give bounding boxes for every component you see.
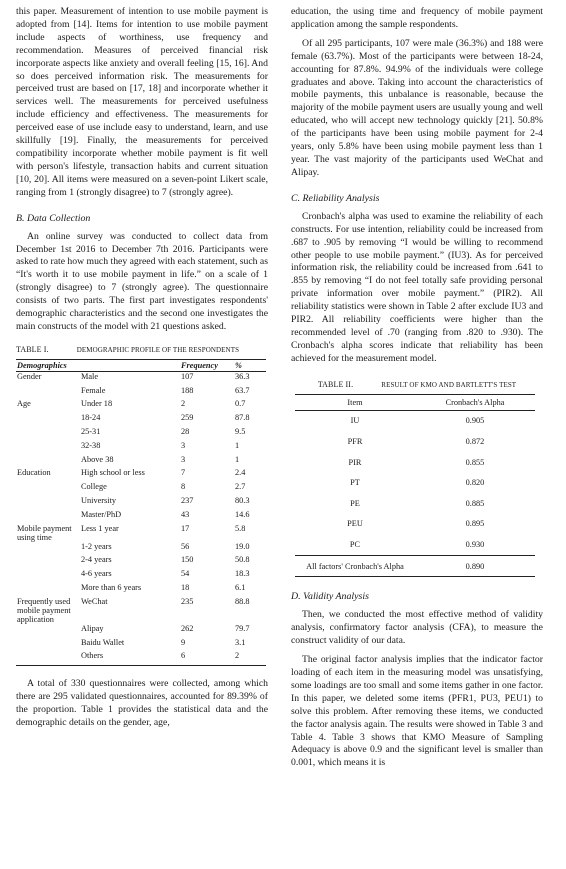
table1-row [16,482,266,496]
table2-number: TABLE II. [317,379,354,389]
table1-cell: 4-6 years [81,569,112,579]
table2-cell: PFR [347,437,363,447]
table1-cell: Others [80,651,180,665]
table1-cell: Female [81,385,106,395]
table1-caption [16,345,268,354]
table1-cell: University [81,496,117,506]
table1-cell: 0.7 [235,399,246,409]
table1-cell: 50.8 [235,555,250,565]
table1-row [16,555,266,569]
table1-cell [16,651,80,665]
table1-cell: 80.3 [235,496,250,506]
paragraph-measurement: this paper. Measurement of intention to use mobile payment is adopted from [14]. Items for intention to use mobile payment include aspects of worthiness, use frequency and recommendation. Measures of perceived financial risk incorporate aspects like anxiety and overall feeling [15, 16]. And so does perceived information risk. The measurements for perceived trust are based on [17, 18] and incorporate whether it services well. The measurements for perceived usefulness include efficiency and effectiveness. The measurements for perceived ease of use include easy to understand, learn, and use skillfully [19]. Finally, the measurements for perceived compatibility incorporate whether mobile payment is fit well with person's lifestyle, transaction habits and current situation [10, 20]. All items were measured on a seven-point Likert scale, ranging from 1 (strongly disagree) to 7 (strongly agree). [16,6,268,198]
table1-row [16,583,266,597]
table1-cell: Male [81,371,99,381]
table2-cell: PIR [348,457,362,467]
table1-cell: 8 [181,482,186,492]
table1-cell: 79.7 [235,623,250,633]
table1-cell: Age [17,399,31,409]
table2-cell: 0.905 [465,416,485,426]
table1-row [16,569,266,583]
table1-body [16,371,266,665]
table2-row [295,534,535,555]
table1-header [80,359,180,371]
table1-row [16,524,266,542]
table2-row [295,514,535,535]
table1-cell [16,427,80,441]
paragraph-validity: Then, we conducted the most effective method of validity analysis, confirmatory factor analysis (CFA), to measure the construct validity of our data. [291,609,543,647]
section-heading-data-collection: B. Data Collection [16,212,91,224]
section-heading-validity: D. Validity Analysis [291,591,369,603]
section-heading-reliability: C. Reliability Analysis [291,192,380,204]
table2-cell: 0.820 [465,478,485,488]
table2-cell: PE [350,498,360,508]
paragraph-survey: An online survey was conducted to collect data from December 1st 2016 to December 7th 2016. Participants were asked to rate how much they agreed with each statement, such as “It's worth it to use mobile payment in life.” on a scale of 1 (strongly disagree) to 7 (strongly agree). The questionnaire consists of two parts. The first part investigates respondents' demographic characteristics and the second one investigates the main constructs of the model with 21 questions asked. [16,230,268,332]
table1-cell: 235 [181,596,194,606]
reliability-table [295,394,535,578]
table1-row [16,624,266,638]
table2-cell: 0.872 [465,437,485,447]
paragraph-total: A total of 330 questionnaires were collected, among which there are 295 validated questionnaires, accounted for 89.39% of the proportion. Table 1 provides the statistical data and the demographic details on the gender, age, [16,678,268,728]
table2-cell: 0.855 [465,457,485,467]
table1-cell: Frequently used mobile payment application [17,596,71,624]
table1-cell [16,555,80,569]
table1-cell [16,569,80,583]
table1-cell: 6.1 [235,583,246,592]
table1-cell [16,441,80,455]
table1-cell: High school or less [81,468,145,478]
table1-cell: 28 [181,427,190,437]
table1-cell: 188 [181,385,194,395]
paragraph-reliability: Cronbach's alpha was used to examine the reliability of each constructs. For use intention, reliability could be increased from .687 to .905 by removing “I would be willing to recommend other people to use mobile payment.” (IU3). As for perceived information risk, the reliability could be increased from .641 to .855 by removing “I do not feel totally safe providing personal private information over mobile payment.” (PIR2). All reliability statistics were shown in Table 2 after exclude IU3 and PIR2. All reliability coefficients were higher than the recommended level of .70 (ranging from .820 to .930). The Cronbach's alpha scores indicate that reliability has been achieved for the measurement model. [291,210,543,364]
table2-row [295,452,535,473]
table2-cell: 0.895 [465,519,485,529]
table1-cell: 36.3 [235,371,250,381]
table1-cell: Mobile payment using time [17,523,72,542]
table1-row [16,455,266,469]
table1-row [16,413,266,427]
table1-cell: 87.8 [235,413,250,423]
table2-row [295,493,535,514]
table1-cell [16,638,80,652]
table1-cell: 259 [181,413,194,423]
table1-cell: 237 [181,496,194,506]
table1-cell: 19.0 [235,541,250,551]
table1-cell: 25-31 [81,427,101,437]
table1-row [16,427,266,441]
table1-row [16,510,266,524]
table1-row [16,597,266,624]
table2-row [295,472,535,493]
table1-header: % [234,359,266,371]
table1-cell: 2 [181,399,186,409]
table1-cell: 17 [181,523,190,533]
table1-cell: Gender [17,371,42,381]
table2-row [295,431,535,452]
table1-cell: 9 [181,637,186,647]
paragraph-continued: education, the using time and frequency of mobile payment application among the sample respondents. [291,6,543,30]
table2-cell: 0.890 [415,555,535,577]
table1-cell: 43 [181,509,190,519]
table1-cell [16,455,80,469]
paragraph-participants: Of all 295 participants, 107 were male (36.3%) and 188 were female (63.7%). Most of the participants were between 18-24, accounting for 87.8%. 94.9% of the individuals were college graduates and above. Taking into account the characteristics of mobile payments, this unbalance is reasonable, because the majority of the mobile payment users are usually young and well educated, who will accept new technology quickly [21]. 50.8% of the participants have been using mobile payment for 2-4 years, only 5.8% have been using mobile payment less than 1 year. The vast majority of the participants used WeChat and Alipay. [291,37,543,178]
table1-cell: Less 1 year [81,523,119,533]
table1-cell: More than 6 years [81,583,142,592]
table1-row [16,468,266,482]
table1-cell: Under 18 [81,399,113,409]
table1-cell: 6 [180,651,234,665]
table1-row [16,371,266,385]
table2-cell: IU [350,416,360,426]
table2-header-row [295,394,535,410]
table1-cell: Master/PhD [81,509,122,519]
table1-cell: 2 [234,651,266,665]
table1-row [16,542,266,556]
table1-cell [16,583,80,597]
table1-cell: Above 38 [81,454,114,464]
table2-body [295,410,535,577]
table1-cell: 2.7 [235,482,246,492]
table1-cell: 3.1 [235,637,246,647]
left-column [16,6,268,730]
table1-cell: 54 [181,569,190,579]
table1-cell: Alipay [81,623,104,633]
table1-cell: 3 [181,440,186,450]
table2-title: RESULT OF KMO AND BARTLETT'S TEST [381,380,517,389]
table1-cell [16,510,80,524]
paragraph-factor-analysis: The original factor analysis implies that the indicator factor loading of each item in the measuring model was unsatisfying, some loadings are too small and some items gather in one factor. In this paper, we deleted some items (PFR1, PU3, PEU1) to solve this problem. After removing these items, we conducted the factor analysis again. The results were showed in Table 3 and Table 4. Table 3 shows that KMO Measure of Sampling Adequacy is above 0.9 and the significant level is smaller than 0.001, which means it is [291,654,543,769]
table1-row [16,496,266,510]
table1-row [16,386,266,400]
table1-cell: 63.7 [235,385,250,395]
table1-cell [16,482,80,496]
table1-header-row [16,359,266,371]
table1-row [16,651,266,665]
table1-cell: 1-2 years [81,541,112,551]
table1-cell: 18-24 [81,413,101,423]
table1-header: Demographics [16,359,80,371]
table1-cell: 2.4 [235,468,246,478]
table1-cell: 262 [181,623,194,633]
table1-cell: 14.6 [235,509,250,519]
table1-cell [16,624,80,638]
table1-cell: College [81,482,107,492]
table2-row [295,555,535,577]
table1-cell: 107 [181,371,194,381]
table1-cell: 150 [181,555,194,565]
table1-row [16,638,266,652]
table2-caption [291,380,543,389]
table1-cell: 88.8 [235,596,250,606]
demographics-table [16,359,266,666]
table2-cell: 0.885 [465,498,485,508]
table2-cell: PEU [347,519,363,529]
table1-cell: 3 [181,454,186,464]
table1-cell: Baidu Wallet [81,637,125,647]
table2-row [295,410,535,431]
table1-cell [16,496,80,510]
table1-number: TABLE I. [16,344,49,354]
table1-cell: 32-38 [81,440,101,450]
right-column [291,6,543,770]
table1-cell: 56 [181,541,190,551]
table1-cell: 9.5 [235,427,246,437]
table1-header: Frequency [180,359,234,371]
table2-cell: PC [349,540,361,550]
table1-cell: 2-4 years [81,555,112,565]
table2-cell: All factors' Cronbach's Alpha [295,555,415,577]
table2-cell: 0.930 [465,540,485,550]
table1-cell: 1 [235,454,240,464]
table1-row [16,399,266,413]
table1-cell: 1 [235,440,240,450]
table1-cell: WeChat [81,596,108,606]
table1-cell: 7 [181,468,186,478]
table1-cell: Education [17,468,51,478]
table1-cell [16,413,80,427]
table2-header: Cronbach's Alpha [415,394,535,410]
table1-cell [16,386,80,400]
table1-cell [16,542,80,556]
table1-cell: 18.3 [235,569,250,579]
table1-row [16,441,266,455]
table1-title: DEMOGRAPHIC PROFILE OF THE RESPONDENTS [76,345,240,354]
table1-cell: 5.8 [235,523,246,533]
table2-cell: PT [350,478,360,488]
table1-cell: 18 [181,583,190,592]
table2-header: Item [295,394,415,410]
